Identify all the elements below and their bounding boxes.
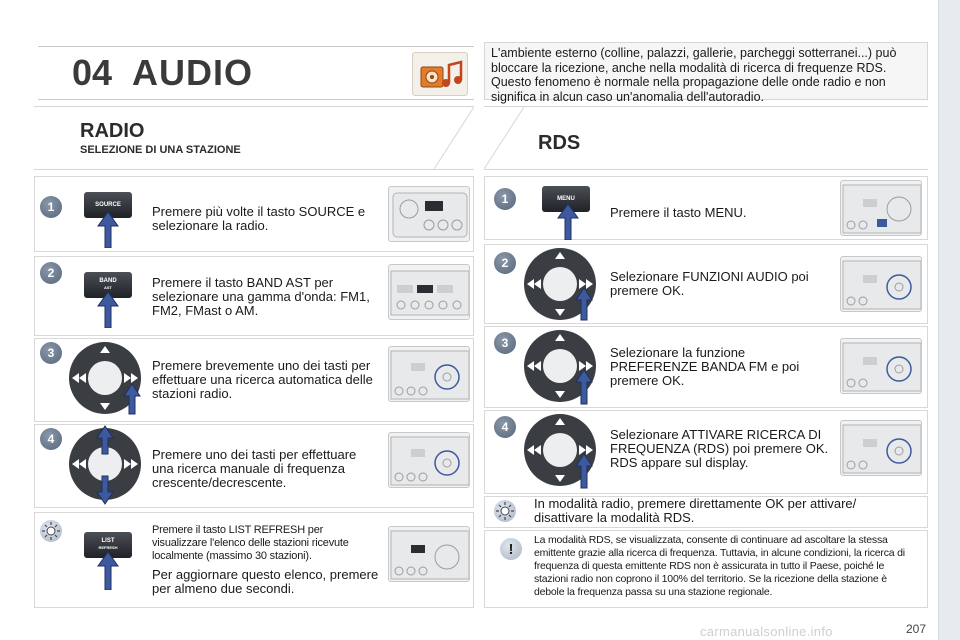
radio-step-1-text: Premere più volte il tasto SOURCE e selezionare la radio. bbox=[152, 204, 366, 233]
radio-panel-thumbnail bbox=[840, 420, 922, 476]
chapter-title: AUDIO bbox=[132, 52, 253, 93]
navigation-dial-icon bbox=[66, 424, 148, 506]
reception-notice-text: L'ambiente esterno (colline, palazzi, gallerie, parcheggi sotterranei...) può bloccare la ricezione, anche nella modalità di ricerca di frequenze RDS. Questo fenomeno è normale nella propagazione delle onde radio e non significa in alcun caso un'anomalia dell'autoradio. bbox=[491, 46, 897, 104]
band-key-label: BAND bbox=[99, 278, 117, 284]
radio-panel-thumbnail bbox=[840, 180, 922, 236]
tip-sun-icon bbox=[40, 520, 62, 542]
radio-subtitle: SELEZIONE DI UNA STAZIONE bbox=[80, 144, 241, 156]
band-key-sublabel: AST bbox=[104, 285, 112, 290]
navigation-dial-icon bbox=[520, 244, 604, 324]
source-key-label: SOURCE bbox=[95, 202, 121, 208]
rds-title: RDS bbox=[538, 132, 581, 154]
radio-panel-thumbnail bbox=[388, 186, 470, 242]
chapter-number: 04 bbox=[72, 52, 113, 93]
radio-panel-thumbnail bbox=[840, 338, 922, 394]
rds-step-3-text: Selezionare la funzione PREFERENZE BANDA FM e poi premere OK. bbox=[610, 345, 800, 388]
reception-notice bbox=[484, 42, 928, 104]
step-badge: 1 bbox=[40, 196, 62, 218]
radio-tip-text-2: Per aggiornare questo elenco, premere per almeno due secondi. bbox=[152, 567, 379, 596]
list-key-sublabel: REFRESH bbox=[98, 545, 118, 550]
scrollbar-track[interactable] bbox=[938, 0, 960, 640]
menu-key-label: MENU bbox=[557, 196, 575, 202]
radio-panel-thumbnail bbox=[388, 432, 470, 488]
radio-title: RADIO bbox=[80, 120, 145, 142]
step-badge: 4 bbox=[494, 416, 516, 438]
step-badge: 1 bbox=[494, 188, 516, 210]
rds-step-4-text: Selezionare ATTIVARE RICERCA DI FREQUENZA (RDS) poi premere OK. RDS appare sul display. bbox=[610, 427, 829, 470]
radio-panel-thumbnail bbox=[840, 256, 922, 312]
radio-step-4-text: Premere uno dei tasti per effettuare una ricerca manuale di frequenza crescente/decrescente. bbox=[152, 447, 357, 490]
step-badge: 4 bbox=[40, 428, 62, 450]
press-arrow-icon bbox=[96, 552, 120, 590]
navigation-dial-icon bbox=[66, 340, 148, 418]
navigation-dial-icon bbox=[520, 410, 604, 492]
navigation-dial-icon bbox=[520, 326, 604, 408]
rds-tip-text: In modalità radio, premere direttamente OK per attivare/ disattivare la modalità RDS. bbox=[534, 496, 857, 525]
step-badge: 3 bbox=[40, 342, 62, 364]
radio-step-3-text: Premere brevemente uno dei tasti per effettuare una ricerca automatica delle stazioni radio. bbox=[152, 358, 373, 401]
press-arrow-icon bbox=[556, 204, 580, 240]
tip-sun-icon bbox=[494, 500, 516, 522]
warning-icon: ! bbox=[500, 538, 522, 560]
rds-warning-text: La modalità RDS, se visualizzata, consente di continuare ad ascoltare la stessa emittente grazie alla ricerca di frequenza. Tuttavia, in alcune condizioni, la ricerca di frequenza di questa emittente RDS non è assicurata in tutto il Paese, poiché le stazioni radio non coprono il 100% del territorio. Se la ricezione della stazione è debole la frequenza passa su una stazione regionale. bbox=[534, 534, 905, 598]
step-badge: 3 bbox=[494, 332, 516, 354]
radio-panel-thumbnail bbox=[388, 264, 470, 320]
rds-step-1-text: Premere il tasto MENU. bbox=[610, 205, 747, 220]
page-number: 207 bbox=[906, 622, 927, 636]
list-key-label: LIST bbox=[101, 538, 115, 544]
press-arrow-icon bbox=[96, 292, 120, 328]
radio-panel-thumbnail bbox=[388, 526, 470, 582]
audio-chapter-icon bbox=[412, 52, 468, 96]
rds-step-2-text: Selezionare FUNZIONI AUDIO poi premere OK. bbox=[610, 269, 809, 298]
press-arrow-icon bbox=[96, 212, 120, 248]
radio-tip-text: Premere il tasto LIST REFRESH per visualizzare l'elenco delle stazioni ricevute localmente (massimo 30 stazioni). bbox=[152, 524, 349, 562]
watermark: carmanualsonline.info bbox=[700, 624, 833, 639]
radio-panel-thumbnail bbox=[388, 346, 470, 402]
step-badge: 2 bbox=[40, 262, 62, 284]
step-badge: 2 bbox=[494, 252, 516, 274]
radio-step-2-text: Premere il tasto BAND AST per selezionare una gamma d'onda: FM1, FM2, FMast o AM. bbox=[152, 275, 370, 318]
